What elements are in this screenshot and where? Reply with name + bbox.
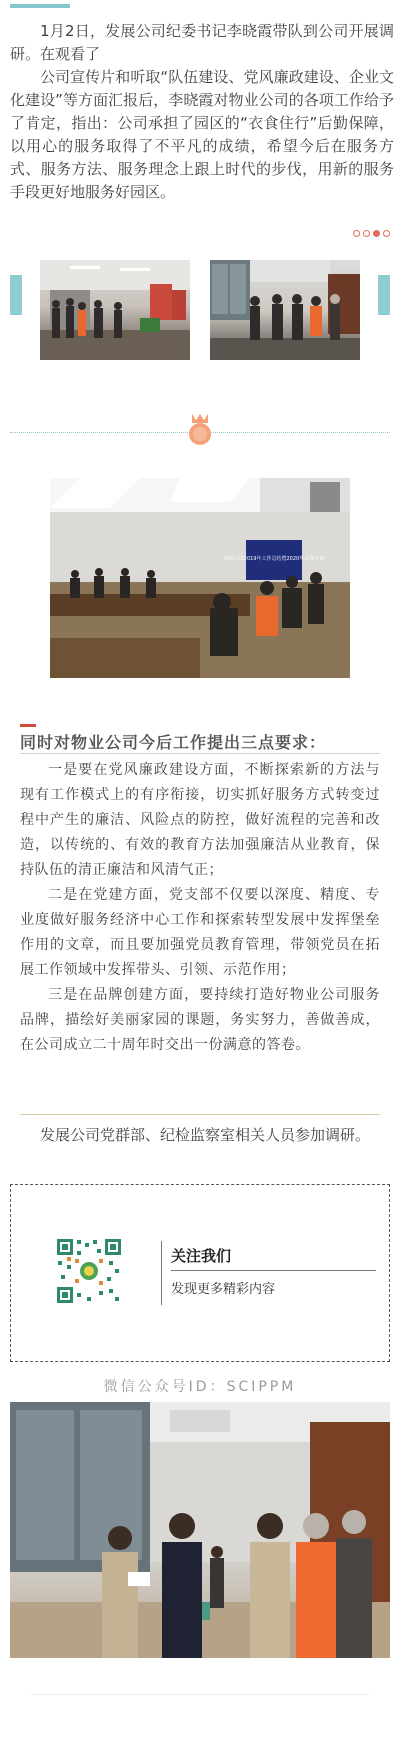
- carousel-photo-visit-corridor[interactable]: [210, 260, 360, 360]
- requirements-list: [20, 758, 380, 1058]
- carousel-prev-handle[interactable]: [10, 275, 22, 315]
- carousel-photo-visit-hall[interactable]: [40, 260, 190, 360]
- requirement-item-2: 二是在党建方面，党支部不仅要以深度、精度、专业度做好服务经济中心工作和探索转型发展中发挥堡垒作用的文章，而且要加强党员教育管理，带领党员在拓展工作领域中发挥带头、引领、示范作用；: [20, 887, 380, 978]
- requirement-item-1: 一是要在党风廉政建设方面，不断探索新的方法与现有工作模式上的有序衔接，切实抓好服务方式转变过程中产生的廉洁、风险点的防控，做好流程的完善和改造，以传统的、有效的教育方法加强廉洁从业教育，保持队伍的清正廉洁和风清气正；: [20, 762, 380, 878]
- qr-code-icon[interactable]: [55, 1237, 123, 1305]
- follow-underline: [171, 1270, 376, 1271]
- requirements-title-underline: [20, 753, 380, 754]
- slide-dot[interactable]: [353, 230, 360, 237]
- monitor-text: 发展公司2019年工作总结暨2020年工作计划: [223, 556, 325, 562]
- follow-divider: [161, 1241, 162, 1305]
- photo-meeting-room-scene: [50, 478, 350, 678]
- slide-dot[interactable]: [363, 230, 370, 237]
- requirement-item-3: 三是在品牌创建方面，要持续打造好物业公司服务品牌，描绘好美丽家园的课题，务实努力，善做善成，在公司成立二十周年时交出一份满意的答卷。: [20, 987, 380, 1053]
- medal-icon: [187, 410, 213, 446]
- follow-us-subtitle: 发现更多精彩内容: [171, 1282, 276, 1297]
- top-accent-bar: [10, 4, 70, 8]
- wechat-account-id: 微信公众号ID：SCIPPM: [103, 1379, 297, 1395]
- intro-paragraph-2: 公司宣传片和听取“队伍建设、党风廉政建设、企业文化建设”等方面汇报后，李晓霞对物业公司的各项工作给予了肯定，指出：公司承担了园区的“衣食住行”后勤保障，以用心的服务取得了不平凡的成绩，希望今后在服务方式、服务方法、服务理念上跟上时代的步伐，用新的服务手段更好地服务好园区。: [10, 68, 394, 201]
- photo-meeting-room: [50, 478, 350, 678]
- page-bottom-line: [30, 1694, 370, 1695]
- requirements-title-accent: [20, 724, 36, 727]
- intro-text: [10, 20, 394, 204]
- follow-us-title: 关注我们: [171, 1247, 232, 1265]
- requirements-title: 同时对物业公司今后工作提出三点要求：: [20, 733, 327, 752]
- intro-paragraph-1: 1月2日，发展公司纪委书记李晓霞带队到公司开展调研。在观看了: [10, 22, 394, 63]
- photo-visit-hall-scene: [40, 260, 190, 360]
- follow-us-card: [10, 1184, 390, 1362]
- photo-visit-corridor-scene: [210, 260, 360, 360]
- closing-paragraph: 发展公司党群部、纪检监察室相关人员参加调研。: [40, 1126, 371, 1144]
- photo-office-visit-scene: [10, 1402, 390, 1658]
- slide-dot[interactable]: [383, 230, 390, 237]
- slide-dot-active[interactable]: [373, 230, 380, 237]
- carousel-next-handle[interactable]: [378, 275, 390, 315]
- photo-office-visit: [10, 1402, 390, 1658]
- requirements-bottom-line: [20, 1114, 380, 1115]
- slide-indicator: [353, 230, 390, 237]
